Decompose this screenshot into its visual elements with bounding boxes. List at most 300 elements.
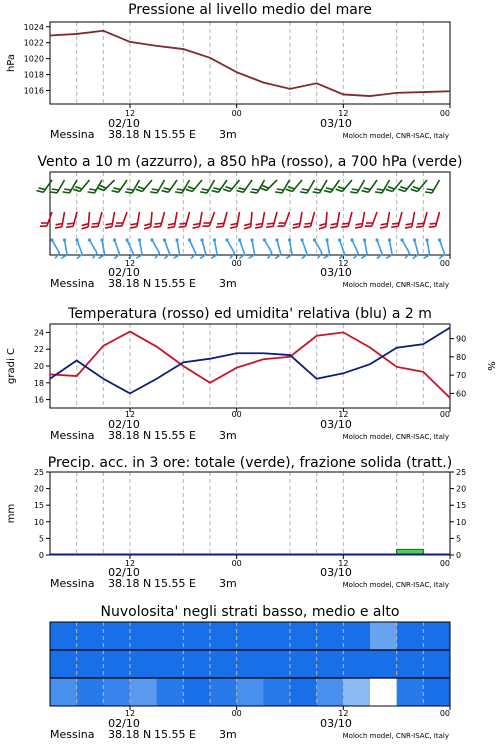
barb-feather <box>425 192 432 193</box>
x-tick-label: 12 <box>124 259 136 268</box>
cloud-cell <box>157 650 184 678</box>
barb-feather <box>186 189 193 191</box>
barb-850hpa <box>293 212 302 228</box>
cloud-cell <box>237 678 264 706</box>
x-tick-label: 12 <box>338 559 349 568</box>
barb-tip <box>175 238 178 241</box>
barb-feather <box>313 192 320 193</box>
chart-title: Temperatura (rosso) ed umidita' relativa (blu) a 2 m <box>68 306 432 322</box>
barb-700hpa <box>300 180 314 193</box>
barb-tip <box>288 238 291 241</box>
location-lon: 15.55 E <box>154 728 196 741</box>
barb-shaft <box>47 212 52 226</box>
cloud-cell <box>290 622 317 650</box>
humidity-line <box>50 328 450 394</box>
barb-10m <box>200 238 206 258</box>
barb-shaft <box>43 180 52 192</box>
barb-shaft <box>326 212 327 227</box>
barb-feather <box>256 224 263 225</box>
barb-feather <box>413 187 420 189</box>
barb-850hpa <box>216 212 227 227</box>
barb-feather <box>286 189 293 191</box>
barb-feather <box>342 223 349 224</box>
barb-shaft <box>177 240 180 255</box>
barb-shaft <box>315 240 323 253</box>
barb-tip <box>375 238 378 241</box>
y-right-tick-label: 60 <box>456 389 467 399</box>
model-credit: Moloch model, CNR-ISAC, Italy <box>342 433 449 441</box>
barb-tip <box>238 238 241 241</box>
cloud-cell <box>77 678 104 706</box>
y-tick-label: 18 <box>33 378 44 388</box>
barb-feather <box>202 189 209 190</box>
barb-shaft <box>340 240 345 254</box>
barb-850hpa <box>230 212 239 228</box>
barb-feather <box>326 188 333 190</box>
location-alt: 3m <box>219 577 237 590</box>
barb-feather <box>288 187 295 189</box>
barb-shaft <box>174 212 177 227</box>
barb-shaft <box>202 240 206 254</box>
plot-frame <box>50 324 450 408</box>
y-right-tick-label: 20 <box>456 484 467 494</box>
barb-tip <box>350 238 353 241</box>
barb-shaft <box>398 212 402 226</box>
barb-shaft <box>284 212 289 226</box>
barb-feather <box>268 253 272 258</box>
barb-feather <box>252 189 259 190</box>
barb-feather <box>106 224 113 225</box>
barb-700hpa <box>175 180 189 193</box>
barb-shaft <box>90 240 98 253</box>
cloud-cell <box>77 650 104 678</box>
barb-feather <box>125 192 132 193</box>
cloud-cell <box>290 650 317 678</box>
barb-feather <box>56 224 63 225</box>
barb-feather <box>244 224 251 226</box>
cloud-cell <box>77 622 104 650</box>
barb-850hpa <box>244 212 252 229</box>
barb-shaft <box>266 180 277 191</box>
cloud-cell <box>423 622 450 650</box>
barb-feather <box>300 192 307 193</box>
barb-shaft <box>337 212 340 227</box>
barb-feather <box>212 191 219 193</box>
barb-feather <box>391 226 398 227</box>
barb-shaft <box>192 180 202 191</box>
y-axis-label: gradi C <box>6 348 17 384</box>
cloud-cell <box>317 622 344 650</box>
barb-850hpa <box>416 212 427 227</box>
location-alt: 3m <box>219 128 237 141</box>
barb-shaft <box>402 240 410 253</box>
barb-shaft <box>237 212 240 227</box>
y-right-tick-label: 15 <box>456 501 467 511</box>
barb-shaft <box>151 212 152 227</box>
location-name: Messina <box>50 429 95 442</box>
barb-feather <box>52 189 59 190</box>
barb-10m <box>413 238 419 258</box>
barb-shaft <box>57 180 65 193</box>
barb-10m <box>438 238 445 258</box>
barb-shaft <box>440 240 445 254</box>
barb-850hpa <box>179 212 190 227</box>
cloud-cell <box>397 622 424 650</box>
barb-850hpa <box>319 212 327 229</box>
barb-tip <box>413 238 416 241</box>
barb-feather <box>364 188 371 190</box>
barb-feather <box>164 188 171 190</box>
barb-tip <box>250 238 253 241</box>
barb-feather <box>50 192 57 193</box>
barb-tip <box>200 238 203 241</box>
barb-feather <box>82 224 89 226</box>
y-tick-label: 16 <box>33 395 44 405</box>
barb-850hpa <box>355 212 364 228</box>
barb-850hpa <box>130 212 139 228</box>
barb-feather <box>239 188 246 190</box>
barb-feather <box>352 189 359 190</box>
y-tick-label: 5 <box>38 534 44 544</box>
barb-feather <box>406 224 413 225</box>
barb-feather <box>314 189 321 190</box>
barb-feather <box>105 227 112 228</box>
barb-tip <box>363 238 366 241</box>
x-tick-label: 00 <box>439 109 450 118</box>
barb-850hpa <box>81 212 89 229</box>
cloud-cell <box>130 678 157 706</box>
barb-feather <box>188 187 195 189</box>
barb-feather <box>250 192 257 193</box>
chart-title: Precip. acc. in 3 ore: totale (verde), frazione solida (tratt.) <box>47 455 453 471</box>
cloud-cell <box>423 650 450 678</box>
cloud-cell <box>183 622 210 650</box>
barb-10m <box>75 238 82 258</box>
barb-feather <box>319 224 326 226</box>
barb-shaft <box>65 240 68 255</box>
cloud-cell <box>263 678 290 706</box>
barb-shaft <box>368 180 377 192</box>
barb-shaft <box>115 240 120 254</box>
barb-shaft <box>365 240 368 255</box>
barb-shaft <box>62 212 65 227</box>
x-tick-label: 00 <box>231 109 242 118</box>
cloud-cell <box>237 650 264 678</box>
x-tick-label: 00 <box>231 709 242 718</box>
barb-feather <box>405 253 409 258</box>
cloud-cell <box>103 678 130 706</box>
cloud-cell <box>423 678 450 706</box>
barb-850hpa <box>341 212 352 227</box>
cloud-cell <box>290 678 317 706</box>
cloud-cell <box>50 678 77 706</box>
barb-850hpa <box>55 212 64 228</box>
y-tick-label: 1024 <box>23 22 44 32</box>
location-alt: 3m <box>219 429 237 442</box>
barb-tip <box>388 238 391 241</box>
barb-feather <box>411 189 418 191</box>
barb-feather <box>392 223 399 224</box>
barb-850hpa <box>144 212 152 229</box>
model-credit: Moloch model, CNR-ISAC, Italy <box>342 132 449 140</box>
barb-feather <box>230 227 237 228</box>
barb-feather <box>429 226 436 227</box>
barb-700hpa <box>63 180 77 193</box>
barb-feather <box>216 226 223 227</box>
barb-feather <box>324 191 331 193</box>
barb-feather <box>417 223 424 224</box>
location-lon: 15.55 E <box>154 128 196 141</box>
barb-shaft <box>377 240 382 254</box>
barb-tip <box>113 238 116 241</box>
barb-feather <box>162 191 169 193</box>
barb-feather <box>350 192 357 193</box>
barb-10m <box>375 238 382 258</box>
y-tick-label: 15 <box>33 501 44 511</box>
barb-10m <box>350 238 358 258</box>
barb-tip <box>138 238 141 241</box>
barb-10m <box>238 238 245 258</box>
cloud-cell <box>103 622 130 650</box>
barb-700hpa <box>260 180 277 191</box>
barb-shaft <box>372 212 377 226</box>
barb-850hpa <box>115 212 127 226</box>
barb-feather <box>144 224 151 226</box>
plot-frame <box>50 472 450 555</box>
barb-shaft <box>140 240 143 255</box>
barb-shaft <box>327 240 330 255</box>
y-right-tick-label: 70 <box>456 371 467 381</box>
barb-feather <box>319 227 326 229</box>
model-credit: Moloch model, CNR-ISAC, Italy <box>342 281 449 289</box>
clouds-panel <box>50 604 450 741</box>
barb-shaft <box>199 212 202 227</box>
barb-feather <box>416 226 423 227</box>
date-label: 02/10 <box>108 418 140 431</box>
date-label: 03/10 <box>320 717 352 730</box>
barb-shaft <box>252 240 255 255</box>
barb-feather <box>39 188 46 190</box>
location-lat: 38.18 N <box>108 429 152 442</box>
cloud-cell <box>210 678 237 706</box>
location-lon: 15.55 E <box>154 429 196 442</box>
location-alt: 3m <box>219 728 237 741</box>
barb-feather <box>302 189 309 190</box>
chart-title: Pressione al livello medio del mare <box>128 2 372 18</box>
cloud-cell <box>343 678 370 706</box>
barb-shaft <box>352 240 358 254</box>
date-label: 02/10 <box>108 266 140 279</box>
barb-tip <box>213 238 216 241</box>
barb-feather <box>375 192 382 193</box>
barb-850hpa <box>193 212 202 228</box>
barb-feather <box>386 189 393 191</box>
barb-feather <box>168 224 175 225</box>
barb-700hpa <box>98 180 115 191</box>
barb-shaft <box>98 212 102 226</box>
y-tick-label: 20 <box>33 362 44 371</box>
cloud-cell <box>370 650 397 678</box>
barb-feather <box>200 192 207 193</box>
barb-850hpa <box>202 212 214 226</box>
barb-tip <box>88 238 91 241</box>
barb-tip <box>300 238 303 241</box>
barb-shaft <box>240 240 245 254</box>
wind-panel <box>37 154 463 290</box>
barb-shaft <box>152 240 160 253</box>
barb-10m <box>188 238 196 258</box>
y-right-tick-label: 5 <box>456 534 462 544</box>
barb-shaft <box>390 240 393 255</box>
barb-feather <box>112 191 119 193</box>
x-tick-label: 12 <box>124 559 136 568</box>
barb-tip <box>313 238 316 241</box>
y-tick-label: 1022 <box>23 38 44 48</box>
barb-feather <box>180 223 187 224</box>
cloud-cell <box>50 622 77 650</box>
barb-feather <box>150 192 157 193</box>
temperature-line <box>50 332 450 398</box>
barb-feather <box>331 224 338 225</box>
precip-panel <box>6 455 466 590</box>
barb-feather <box>277 189 284 190</box>
barb-tip <box>125 238 128 241</box>
y-tick-label: 0 <box>38 551 44 560</box>
location-lat: 38.18 N <box>108 728 152 741</box>
barb-feather <box>260 188 266 191</box>
barb-shaft <box>436 212 440 226</box>
barb-10m <box>338 238 345 258</box>
barb-10m <box>300 238 307 258</box>
barb-shaft <box>52 240 60 253</box>
barb-feather <box>427 189 434 190</box>
date-label: 02/10 <box>108 117 140 130</box>
cloud-cell <box>210 622 237 650</box>
barb-850hpa <box>365 212 377 226</box>
barb-700hpa <box>250 180 264 193</box>
location-name: Messina <box>50 728 95 741</box>
barb-feather <box>293 224 300 225</box>
barb-feather <box>355 227 362 228</box>
cloud-cell <box>157 678 184 706</box>
location-lat: 38.18 N <box>108 577 152 590</box>
barb-shaft <box>118 180 127 192</box>
barb-feather <box>381 224 388 225</box>
barb-tip <box>75 238 78 241</box>
barb-feather <box>175 192 182 193</box>
cloud-cell <box>103 650 130 678</box>
barb-shaft <box>277 240 281 254</box>
barb-feather <box>155 223 162 224</box>
barb-feather <box>93 253 97 258</box>
barb-700hpa <box>275 180 289 193</box>
barb-850hpa <box>105 212 114 228</box>
barb-feather <box>155 253 159 258</box>
barb-tip <box>50 238 53 241</box>
cloud-cell <box>370 622 397 650</box>
barb-feather <box>67 223 74 224</box>
barb-10m <box>275 238 281 258</box>
cloud-cell <box>343 622 370 650</box>
cloud-cell <box>317 678 344 706</box>
barb-shaft <box>161 212 165 226</box>
y-axis-label: mm <box>6 503 17 524</box>
x-tick-label: 00 <box>231 410 242 419</box>
barb-feather <box>405 227 412 228</box>
cloud-cell <box>397 678 424 706</box>
x-tick-label: 00 <box>231 559 242 568</box>
barb-shaft <box>292 180 302 191</box>
barb-shaft <box>88 212 89 227</box>
barb-shaft <box>137 212 140 227</box>
barb-shaft <box>190 240 196 254</box>
barb-feather <box>73 189 80 191</box>
barb-700hpa <box>112 180 127 192</box>
barb-850hpa <box>91 212 102 227</box>
x-tick-label: 12 <box>338 109 349 118</box>
barb-feather <box>262 185 268 188</box>
cloud-cell <box>397 650 424 678</box>
barb-700hpa <box>50 180 64 193</box>
barb-shaft <box>307 180 315 193</box>
barb-feather <box>92 223 99 224</box>
barb-feather <box>193 224 200 225</box>
location-name: Messina <box>50 128 95 141</box>
barb-850hpa <box>255 212 264 228</box>
location-name: Messina <box>50 277 95 290</box>
barb-feather <box>244 227 251 229</box>
barb-10m <box>113 238 120 258</box>
barb-feather <box>191 254 196 259</box>
y-right-tick-label: 80 <box>456 352 467 362</box>
y-tick-label: 20 <box>33 484 44 494</box>
y-tick-label: 1018 <box>23 70 44 80</box>
chart-title: Vento a 10 m (azzurro), a 850 hPa (rosso), a 700 hPa (verde) <box>37 154 463 170</box>
barb-shaft <box>223 212 227 226</box>
barb-feather <box>81 227 88 229</box>
barb-tip <box>425 238 428 241</box>
chart-title: Nuvolosita' negli strati basso, medio e alto <box>100 604 400 620</box>
barb-feather <box>318 253 322 258</box>
barb-feather <box>341 226 348 227</box>
barb-850hpa <box>330 212 339 228</box>
cloud-cell <box>130 622 157 650</box>
barb-shaft <box>77 240 82 254</box>
barb-feather <box>230 253 234 258</box>
barb-feather <box>223 189 230 191</box>
barb-shaft <box>265 240 273 253</box>
barb-shaft <box>165 240 170 254</box>
cloud-cell <box>263 650 290 678</box>
x-tick-label: 12 <box>124 109 136 118</box>
barb-tip <box>63 238 66 241</box>
barb-tip <box>263 238 266 241</box>
barb-feather <box>293 227 300 228</box>
barb-feather <box>138 187 145 189</box>
model-credit: Moloch model, CNR-ISAC, Italy <box>342 581 449 589</box>
barb-feather <box>353 254 358 259</box>
barb-feather <box>63 192 70 193</box>
date-label: 02/10 <box>108 717 140 730</box>
barb-feather <box>152 189 159 190</box>
barb-shaft <box>227 240 235 253</box>
barb-850hpa <box>304 212 315 227</box>
cloud-cell <box>157 622 184 650</box>
barb-feather <box>128 254 133 259</box>
barb-850hpa <box>66 212 77 227</box>
barb-feather <box>214 188 221 190</box>
barb-shaft <box>362 212 365 227</box>
